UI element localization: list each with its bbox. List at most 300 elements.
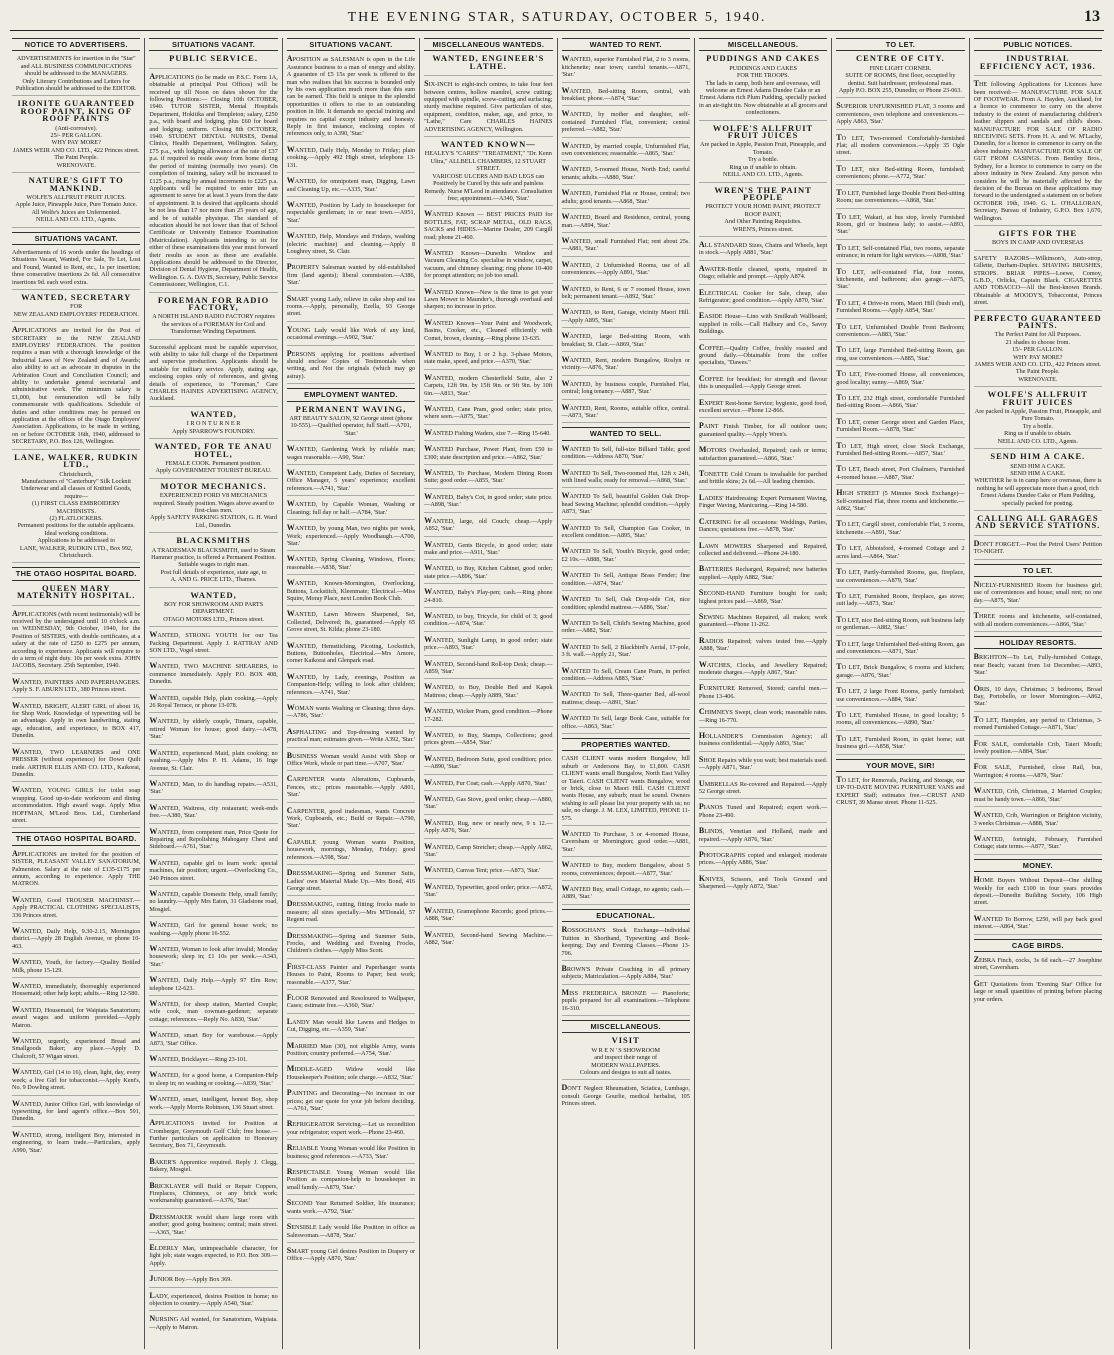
ad-text: ANTED to Buy, 1 or 2 h.p. 3-phase Motors, state make, speed, and price.—A370, 'Star.' [424, 351, 553, 366]
ad-initial-letter: W [424, 905, 433, 915]
ad-text: ANTED, Crib, Christmas, 2 Married Couples; must be handy town.—A866, 'Star.' [973, 788, 1102, 803]
ad-initial-letter: W [424, 427, 433, 437]
classified-ad [287, 869, 415, 896]
ad-text: ANTED, from competent man, Price Quote for Repairing and Repolishing Mahogany Chest and Sideboard.—A761, 'Star.' [149, 828, 278, 851]
classified-ad [562, 261, 690, 281]
classified-ad [974, 956, 1102, 976]
classified-ad [699, 732, 827, 752]
ad-initial-letter: A [12, 608, 18, 618]
ad-text: ANTED, Help, Mondays and Fridays, washing (electric machine) and cleaning.—Apply 8 Loughrey street, St. Clair. [286, 233, 416, 255]
ad-text: ANTED, to Buy, Stamps, Collections; good prices given.—A854, 'Star.' [424, 732, 553, 747]
classified-ad [287, 326, 415, 346]
ad-text: ANTED To Sell, Cream Cane Pram, in perfect condition.—Address A883, 'Star.' [561, 667, 690, 682]
ad-headline: WANTED, [190, 408, 237, 419]
ad-line: ART BEAUTY SALON, 92 George street (phone 10-555).—Qualified operator, full Staff.—A701, 'Star.' [289, 415, 413, 437]
classified-ad [562, 237, 690, 257]
classified-ad [699, 265, 827, 285]
ad-initial-letter: F [286, 961, 292, 971]
ad-text: O LET, High street, close Stock Exchange, Furnished Bed-sitting Room.—A857, 'Star.' [836, 442, 965, 458]
ad-text: IANOS Tuned and Repaired; expert work.—Phone 23-490. [698, 804, 828, 819]
section-heading: WANTED TO SELL. [562, 427, 690, 440]
ad-text: URSING Aid wanted, for Sanatorium, Waipiata.—Apply to Matron. [149, 1316, 278, 1331]
classified-ad [149, 1158, 277, 1178]
classified-ad [287, 610, 415, 637]
ad-text: SPHALTING and Top-dressing wanted by practical man; estimates given.—Write A392, 'Star.' [286, 728, 416, 744]
ad-text: O LET, self-contained Flat, four rooms, kitchenette, and bathroom; also garage.—A875, 'Star.' [836, 268, 965, 291]
ad-line: Christchurch, [59, 470, 93, 478]
classified-ad [424, 866, 552, 878]
ad-initial-letter: W [561, 259, 570, 269]
ad-text: PPLICATIONS are invited for the Post of SECRETARY to the NEW ZEALAND EMPLOYERS' FEDERATION. The position requires a man with a thorough knowledge of the Industrial Laws of New Zealand and of Awards; also ability to act as advocate in disputes in the Arbitration Court and Conciliation Council; and ability to undertake general secretarial and administrative work. The minimum salary is £1,000, but remuneration will be fully commensurate with qualifications. Schedule of duties and other conditions may be perused on application at the offices of the Otago Employers' Association. Applications, to be made in writing, on or before OCTOBER 16th, 1940, addressed to SECRETARY, P.O. Box 126, Wellington. [12, 327, 141, 446]
classified-ad [562, 524, 690, 544]
ad-line: BOYS IN CAMP AND OVERSEAS [992, 239, 1084, 247]
classified-ad [424, 819, 552, 839]
ad-initial-letter: T [836, 393, 842, 402]
section-heading: MISCELLANEOUS WANTEDS. [424, 38, 552, 51]
ad-initial-letter: W [149, 975, 158, 985]
ad-line: Colours and designs to suit all tastes. [579, 1068, 672, 1076]
ad-line: ADVERTISEMENTS for insertion in the "Star" and ALL BUSINESS COMMUNICATIONS should be addressed to the MANAGERS. [16, 55, 136, 78]
ad-initial-letter: H [836, 488, 843, 498]
ad-text: ANTED, Girl for general house work; no washing.—Apply phone 16-552. [149, 922, 278, 937]
classified-ad [287, 350, 415, 385]
display-advertisement [287, 403, 415, 442]
ad-initial-letter: W [424, 929, 433, 939]
ad-text: ANTED, modern Chesterfield Suite, also 2 Carpets, 12ft 9in. by 15ft 9in. or 9ft 9in. by 10ft 6in.—A813, 'Star.' [424, 374, 553, 397]
ad-initial-letter: A [698, 239, 705, 249]
ad-initial-letter: W [286, 499, 295, 509]
ad-initial-letter: P [698, 802, 704, 812]
ad-initial-letter: W [424, 634, 433, 644]
classified-ad [562, 380, 690, 400]
ad-line: All Wolfe's Juices are Unfermented. [31, 208, 121, 216]
ad-text: RIS, 10 days, Christmas; 3 bedrooms, Broad Bay, Portobello, or lower Mornington.—A862, 'Star.' [973, 685, 1102, 708]
ad-text: IGH STREET (5 Minutes Stock Exchange)—Self-contained Flat, three rooms and kitchenette.—A862, 'Star.' [836, 490, 965, 513]
ad-line: A NORTH ISLAND RADIO FACTORY requires the services of a FOREMAN for Coil and Transformer Winding Department. [152, 313, 275, 336]
classified-ad [424, 429, 552, 441]
ad-line: Apply SAFETY PARKING STATION, G. H. Ward Ltd., Dunedin. [150, 514, 277, 529]
classified-ad [699, 661, 827, 681]
display-advertisement [149, 443, 277, 479]
classified-ad [287, 146, 415, 173]
classified-ad [12, 1100, 140, 1127]
ad-line: The Paint People. [1015, 368, 1060, 376]
classified-ad [424, 731, 552, 751]
ad-initial-letter: P [698, 421, 704, 431]
ad-line: FOR [70, 303, 83, 311]
ad-text: ANTED, to buy, Tricycle, for child of 3; good condition.—A874, 'Star.' [424, 612, 553, 628]
ad-line: FINE LIGHT CORNER. [869, 64, 932, 72]
ad-text: ANTED, 5-roomed House, North End; careful tenants; adults.—A880, 'Star.' [561, 166, 690, 181]
ad-text: ANDY Man would like Lawns and Hedges to Cut, Digging, etc.—A359, 'Star.' [286, 1018, 416, 1034]
classified-ad [699, 344, 827, 371]
ad-headline: FOREMAN FOR RADIO FACTORY, [157, 294, 270, 312]
ad-line: (2) FLATLOCKERS. [49, 514, 103, 522]
ad-initial-letter: T [836, 638, 842, 648]
ad-text: O LET, Wakari, at bus stop, lovely Furnished Room, girl or business lady; to assist.—A893, 'Star.' [836, 213, 965, 236]
ad-headline: PUDDINGS AND CAKES [706, 53, 820, 64]
ad-initial-letter: T [836, 321, 842, 331]
classified-ad [287, 524, 415, 551]
ad-text: O LET, for Removals, Packing, and Storage, our UP-TO-DATE MOVING FURNITURE VANS and EXPERT Staff; estimates free.—CRUST AND CRUST, 39 Manse street. Phone 11-525. [836, 777, 965, 807]
ad-text: O LET, Two-roomed Comfortably-furnished Flat; all modern conveniences.—Apply 35 Ogle street. [836, 134, 965, 157]
ad-text: ANTED To Sell, Champion Gas Cooker, in excellent condition.—A895, 'Star.' [561, 524, 690, 540]
ad-line: Manufacturers of "Canterbury" Silk Locknit Underwear and all classes of Knitted Goods, require— [20, 477, 132, 500]
classified-ad [836, 394, 964, 414]
ad-initial-letter: W [286, 671, 295, 681]
ad-text: ANTED, capable Help, plain cooking.—Apply 26 Royal Terrace, or phone 13-078. [149, 694, 278, 710]
ad-initial-letter: W [561, 212, 570, 222]
classified-ad [974, 876, 1102, 911]
classified-ad [424, 779, 552, 791]
ad-line: MODERN WALLPAPERS. [591, 1061, 661, 1069]
classified-ad [287, 1199, 415, 1219]
ad-text: O LET, corner George street and Garden Place, Furnished Room.—A878, 'Star.' [836, 418, 965, 434]
section-heading: EMPLOYMENT WANTED. [287, 388, 415, 401]
classified-ad [562, 55, 690, 82]
ad-line: The lads in camp, both here and overseas, will welcome an Ernest Adams Dundee Cake or an Ernest Adams rich Plum Pudding, specially packed in an air-tight tin. Now obtainable at all grocers and confectioners. [699, 79, 828, 117]
ad-initial-letter: W [561, 546, 570, 556]
classified-ad [12, 249, 140, 290]
ad-text: RESSMAKING—Spring and Summer Suits, Ladies' own Material Made Up.—Mrs Bond, 416 George street. [286, 870, 416, 892]
ad-initial-letter: Z [973, 954, 979, 964]
ad-line: 15/- PER GALLON. [1012, 346, 1064, 354]
display-advertisement [424, 55, 552, 76]
classified-ad [424, 588, 552, 608]
ad-initial-letter: W [424, 587, 433, 597]
ad-initial-letter: H [973, 875, 980, 885]
classified-ad [836, 616, 964, 636]
ad-initial-letter: F [973, 738, 979, 748]
ad-text: ANTED to Buy, modern Bungalow, about 5 rooms, conveniences; deposit.—A877, 'Star.' [561, 862, 690, 877]
ad-initial-letter: P [286, 262, 292, 272]
ad-initial-letter: S [424, 79, 429, 89]
ad-initial-letter: A [698, 263, 705, 273]
classified-ad [287, 704, 415, 724]
ad-text: ESPECTABLE Young Woman would like Position as companion-help to housekeeper in small family.—A879, 'Star.' [286, 1169, 416, 1191]
ad-text: ANTED, Position by Lady to housekeeper for respectable gentleman; in or near town.—A951, 'Star.' [286, 201, 416, 224]
display-advertisement [149, 537, 277, 587]
ad-line: Post full details of experience, state age, to [160, 568, 267, 576]
ad-text: PPLICATIONS are invited for the position of SISTER, PLEASANT VALLEY SANATORIUM, Palmerston. Salary at the rate of £135-£175 per annum, according to experience. Apply THE MATRON. [12, 850, 141, 888]
ad-initial-letter: W [424, 209, 433, 219]
ad-line: NEILL AND CO. LTD., Agents. [997, 437, 1078, 445]
ad-initial-letter: A [286, 726, 293, 736]
classified-ad [836, 370, 964, 390]
ad-text: ANTED, for omnipotent man, Digging, Lawn and Cleaning Up, etc.—A335, 'Star.' [286, 178, 416, 193]
ad-text: ANTED, Sunlight Lamp, in good order; state price.—A893, 'Star.' [424, 636, 553, 652]
ad-initial-letter: W [149, 826, 158, 836]
ad-initial-letter: E [698, 397, 705, 407]
classified-ad [424, 319, 552, 346]
classified-ad [149, 631, 277, 658]
ad-line: Try a bottle. [1022, 422, 1053, 430]
ad-initial-letter: W [424, 317, 433, 327]
classified-ad [287, 445, 415, 465]
ad-initial-letter: W [12, 746, 20, 756]
ad-text: URNITURE Removed, Stored; careful men.—Phone 13-406. [698, 685, 828, 700]
classified-ad [699, 289, 827, 309]
display-advertisement [149, 294, 277, 340]
ad-line: The Perfect Paint for All Purposes. [994, 331, 1081, 339]
classified-ad [562, 595, 690, 615]
ad-headline: PUBLIC SERVICE. [169, 53, 258, 64]
ad-text: ANTED To Sell, Oak Drop-side Cot, nice condition; splendid mattress.—A886, 'Star.' [561, 596, 690, 611]
ad-text: ANTED, Hemstitching, Picoting, Lockstitch, Buttons, Buttonholes, Electrical.—Mrs Amore, corner Kaikorai and Glenpark road. [286, 642, 416, 665]
ad-text: ANTED Known—New is the time to get your Lawn Mower to Maunder's, thorough overhaul and sharpen; no increase in price. [424, 288, 553, 311]
ad-initial-letter: W [424, 491, 433, 501]
classified-ad [974, 915, 1102, 935]
classified-ad [12, 610, 140, 674]
classified-ad [287, 752, 415, 772]
ad-text: ANTED, strong, intelligent Boy, interested in engineering, to learn trade.—Particulars, apply A990, 'Star.' [12, 1131, 141, 1154]
section-heading: MISCELLANEOUS. [699, 38, 827, 51]
ad-text: ANTED, smart Boy for warehouse.—Apply A873, 'Star' Office. [149, 1032, 278, 1047]
classified-ad [424, 931, 552, 950]
ad-initial-letter: W [149, 920, 158, 930]
classified-ad [836, 489, 964, 516]
ad-initial-letter: T [698, 469, 705, 479]
ad-initial-letter: W [149, 944, 158, 953]
ad-text: ANTED, Good TROUSER MACHINIST.—Apply PRACTICAL CLOTHING SPECIALISTS, 336 Princes street. [12, 896, 141, 919]
ad-initial-letter: W [286, 231, 295, 241]
classified-ad [287, 201, 415, 228]
section-heading: NOTICE TO ADVERTISERS. [12, 38, 140, 51]
classified-ad [699, 803, 827, 823]
ad-initial-letter: L [286, 1016, 293, 1026]
ad-initial-letter: W [561, 829, 570, 839]
ad-text: ANTED To Sell, Antique Brass Fender; fine condition.—A874, 'Star.' [561, 572, 690, 587]
ad-text: IX-INCH to eight-inch centres, to take four feet between centres, hollow mandrel, screw cutting; equipped with spindle, screw-cutting and surfacing; sturdy machine required. Give particulars of size, equipment, condition, maker, age, and price, to "Lathe," Care CHARLES HAINES ADVERTISING AGENCY, Wellington. [424, 81, 553, 133]
ad-text: O LET, nice Bed-sitting Room, suit business lady or gentleman.—A882, 'Star.' [836, 616, 965, 632]
classified-ad [562, 356, 690, 376]
ad-initial-letter: S [698, 754, 704, 764]
ad-initial-letter: C [698, 516, 705, 526]
classified-ad [562, 165, 690, 185]
ad-initial-letter: E [698, 311, 705, 321]
classified-ad [424, 755, 552, 775]
classified-ad [836, 544, 964, 564]
ad-initial-letter: W [561, 443, 570, 453]
column-2 [145, 38, 282, 1349]
ad-initial-letter: A [149, 71, 156, 81]
ad-initial-letter: W [424, 706, 433, 716]
ad-line: BOY FOR SHOWROOM AND PARTS DEPARTMENT. [163, 601, 264, 616]
ad-initial-letter: E [149, 1242, 155, 1252]
classified-ad [287, 1120, 415, 1140]
ad-initial-letter: T [973, 79, 979, 89]
ad-initial-letter: W [149, 778, 158, 788]
ad-initial-letter: W [973, 913, 982, 923]
classified-ad [287, 177, 415, 197]
ad-initial-letter: W [424, 753, 433, 763]
classified-ad [562, 830, 690, 857]
ad-text: ENSIBLE Lady would like Position in office as Saleswoman.—A878, 'Star.' [286, 1224, 416, 1239]
ad-initial-letter: M [286, 1040, 295, 1050]
ad-text: ANTED, superior Furnished Flat, 2 to 3 rooms, kitchenette; near town; careful tenants.—A871, 'Star.' [561, 56, 690, 79]
classified-ad [974, 835, 1102, 855]
classified-ad [562, 142, 690, 162]
ad-text: ANTED To Sell, Youth's Bicycle, good order; £2 10s.—A888, 'Star.' [561, 548, 690, 563]
classified-ad [149, 1055, 277, 1067]
classified-ad [12, 702, 140, 744]
ad-initial-letter: W [424, 794, 433, 804]
classified-ad [12, 748, 140, 783]
ad-line: WRENOVATE. [1018, 375, 1058, 383]
ad-text: ANTED, by Capable Woman, Washing or Cleaning; full day or half.—A784, 'Star.' [286, 501, 416, 516]
classified-ad [562, 404, 690, 424]
classified-ad [699, 542, 827, 562]
display-advertisement [974, 512, 1102, 536]
classified-ad [149, 890, 277, 917]
classified-ad [836, 663, 964, 683]
ad-headline: NATURE'S GIFT TO MANKIND. [28, 175, 124, 193]
classified-ad [424, 541, 552, 561]
masthead-title: THE EVENING STAR, SATURDAY, OCTOBER 5, 1940. [347, 10, 767, 25]
ad-text: ANTED, Baby's Cot, in good order; state price.—A898, 'Star.' [424, 493, 553, 509]
ad-initial-letter: W [149, 802, 158, 812]
ad-initial-letter: T [836, 187, 842, 197]
ad-text: POSITION as SALESMAN is open in the Life Assurance business to a man of energy and ability. A guarantee of £5 15s per week is offered to the man who realises that his success is bounded only by his own application much more than this sum can be earned. This field is unique in the splendid opportunities it offers to rise to an outstanding position in life. It demands no special training and requires no capital except industry and honesty. Reply in first instance, enclosing copies of references only, to A390, 'Star.' [286, 56, 416, 138]
section-heading: MISCELLANEOUS. [562, 1020, 690, 1033]
classified-ad [836, 735, 964, 755]
ad-text: O LET, Brick Bungalow, 6 rooms and kitchen; garage.—A876, 'Star.' [836, 664, 965, 679]
ad-text: ARPENTER wants Alterations, Cupboards, Fences, etc.; prices reasonable.—Apply A801, 'Star.' [286, 776, 416, 799]
ad-text: ECOND Year Returned Soldier, life insurance; wants work.—A792, 'Star.' [286, 1200, 416, 1215]
ad-initial-letter: W [973, 810, 982, 820]
ad-initial-letter: W [12, 1036, 20, 1046]
ad-initial-letter: W [424, 730, 433, 739]
ad-initial-letter: W [12, 785, 20, 795]
ad-text: O LET, Self-contained Flat, two rooms, separate entrance; in return for light services.—A808, 'Star.' [836, 244, 965, 260]
classified-ad [149, 1275, 277, 1287]
ad-initial-letter: B [561, 963, 567, 973]
ad-initial-letter: W [561, 467, 570, 477]
ad-initial-letter: W [561, 307, 570, 317]
ad-initial-letter: W [424, 841, 433, 851]
ad-text: ANTED, BRIGHT, ALERT GIRL of about 16, for Shop Work. Knowledge of typewriting will be an advantage. Apply in own handwriting, stating age, education, and experience, to BOX 417, Dunedin. [12, 702, 141, 740]
ad-text: HOTOGRAPHS copied and enlarged; moderate prices.—Apply A886, 'Star.' [698, 852, 828, 867]
ad-text: O LET, Partly-furnished Rooms, gas, fireplace, use conveniences.—A879, 'Star.' [836, 569, 965, 584]
ad-line: I R O N T U R N E R [186, 420, 241, 428]
ad-text: OSSOGHAN'S Stock Exchange—Individual Tuition in Shorthand, Typewriting and Book-keeping; Day and Evening Classes.—Phone 13-796. [561, 927, 690, 957]
classified-ad [149, 804, 277, 824]
ad-initial-letter: C [698, 707, 705, 717]
ad-text: NIVES, Scissors, and Tools Ground and Sharpened.—Apply A872, 'Star.' [698, 875, 828, 891]
ad-initial-letter: E [698, 287, 705, 297]
classified-ad [699, 518, 827, 538]
ad-line: JAMES WEIR AND CO. LTD., 422 Princes street. [974, 361, 1101, 369]
ad-text: ANTED, TWO MACHINE SHEARERS, to commence immediately. Apply P.O. BOX 408, Dunedin. [149, 663, 278, 686]
classified-ad [974, 612, 1102, 632]
ad-text: ANTED, Second-hand Roll-top Desk; cheap.—A859, 'Star.' [424, 660, 553, 675]
ad-text: ANTED, Fur Coat; cash.—Apply A870, 'Star.' [432, 779, 547, 787]
classified-ad [424, 469, 552, 489]
display-advertisement [699, 122, 827, 183]
ad-text: RIGHTON—To Let, Fully-furnished Cottage, near Beach; vacant from 1st December.—A893, 'Star.' [973, 654, 1102, 677]
ad-text: ANTED, Camp Stretcher; cheap.—Apply A862, 'Star.' [424, 843, 553, 859]
ad-text: MBRELLAS Re-covered and Repaired.—Apply 52 George street. [698, 780, 828, 796]
ad-initial-letter: R [561, 925, 568, 935]
ad-text: ANTED, Woman to look after invalid; Monday housework; sleep in; £1 10s per week.—A343, 'Star.' [149, 946, 278, 968]
classified-ad [836, 465, 964, 485]
ad-text: ANTED To Sell, full-size Billiard Table; good condition.—Address A870, 'Star.' [561, 445, 690, 461]
ad-initial-letter: P [698, 850, 704, 860]
ad-initial-letter: W [149, 1070, 158, 1080]
ad-initial-letter: T [836, 211, 842, 221]
ad-initial-letter: W [286, 523, 295, 533]
classified-ad [149, 1292, 277, 1312]
ad-initial-letter: W [424, 349, 433, 358]
column-5 [558, 38, 695, 1349]
ad-text: EFRIGERATOR Servicing.—Let us recondition your refrigerator; expert work.—Phone 23-460. [286, 1121, 416, 1136]
ad-initial-letter: W [561, 140, 570, 150]
classified-ad [699, 613, 827, 633]
classified-ad [699, 851, 827, 871]
classified-ad [424, 350, 552, 370]
ad-initial-letter: W [149, 1094, 158, 1104]
classified-ad [974, 787, 1102, 807]
ad-text: O LET, large Unfurnished Bed-sitting Room, gas and conveniences.—A871, 'Star.' [836, 640, 965, 655]
classified-ad [974, 581, 1102, 608]
ad-initial-letter: W [424, 468, 433, 478]
display-advertisement [149, 480, 277, 533]
classified-ad [424, 707, 552, 727]
ad-initial-letter: W [561, 378, 570, 388]
ad-text: ANTED, large, old Couch; cheap.—Apply A852, 'Star.' [424, 517, 553, 533]
classified-ad [699, 708, 827, 728]
classified-ad [12, 678, 140, 698]
ad-initial-letter: W [561, 354, 570, 364]
classified-ad [699, 312, 827, 339]
ad-line: The Paint People. [54, 154, 99, 162]
ad-initial-letter: U [698, 778, 705, 788]
classified-ad [974, 763, 1102, 783]
ad-text: ANTED, to Rent, 6 or 7 roomed House, town belt; permanent tenant.—A892, 'Star.' [561, 285, 690, 300]
ad-text: O LET, large Furnished Bed-sitting Room, gas ring, use conveniences.—A885, 'Star.' [836, 347, 965, 362]
classified-ad [287, 775, 415, 802]
ad-initial-letter: T [836, 440, 842, 450]
ad-initial-letter: W [424, 610, 433, 620]
ad-initial-letter: R [286, 1167, 293, 1177]
ad-text: ANTED, small Furnished Flat; rent about 25s.—A881, 'Star.' [561, 237, 690, 253]
ad-text: ANTED Known—Dunedin Window and Vacuum Cleaning Co. specialise in window, carpet, vacuum, and chimney cleaning; ring phone 10-400 for prompt attention; no job too small. [424, 249, 553, 280]
classified-ad [149, 1119, 277, 1154]
ad-line: SEND HIM A CAKE. [1010, 462, 1066, 470]
ad-initial-letter: W [12, 981, 20, 991]
display-advertisement [12, 291, 140, 322]
ad-initial-letter: W [286, 444, 295, 454]
ad-text: ANTED, STRONG YOUTH for our Tea Packing Department. Apply J. RATTRAY AND SON LTD., Vogel street. [149, 632, 278, 655]
ad-initial-letter: W [12, 1129, 20, 1139]
classified-ad [12, 1037, 140, 1064]
ad-text: O LET, Furnished large Double Front Bed-sitting Room; use conveniences.—A868, 'Star.' [836, 189, 965, 205]
ad-initial-letter: W [149, 716, 158, 726]
ad-initial-letter: W [12, 957, 20, 967]
section-heading: PROPERTIES WANTED. [562, 738, 690, 751]
column-8 [970, 38, 1106, 1349]
ad-initial-letter: W [561, 641, 570, 651]
classified-ad [424, 445, 552, 465]
ad-text: ATTERIES Recharged, Repaired; new batteries supplied.—Apply A882, 'Star.' [698, 566, 828, 581]
classified-ad [424, 612, 552, 632]
ad-initial-letter: T [836, 567, 842, 577]
display-advertisement [699, 55, 827, 120]
ad-text: ANTED, Crib, Warrington or Brighton vicinity, 3 weeks Christmas.—A888, 'Star.' [973, 812, 1102, 827]
ad-headline: PERMANENT WAVING, [295, 403, 407, 414]
ad-text: AKER'S Apprentice required. Reply J. Clegg, Bakery, Mosgiel. [149, 1158, 278, 1174]
ad-text: EBRA Finch, cocks, 3s 6d each.—27 Josephine street, Caversham. [973, 956, 1102, 972]
